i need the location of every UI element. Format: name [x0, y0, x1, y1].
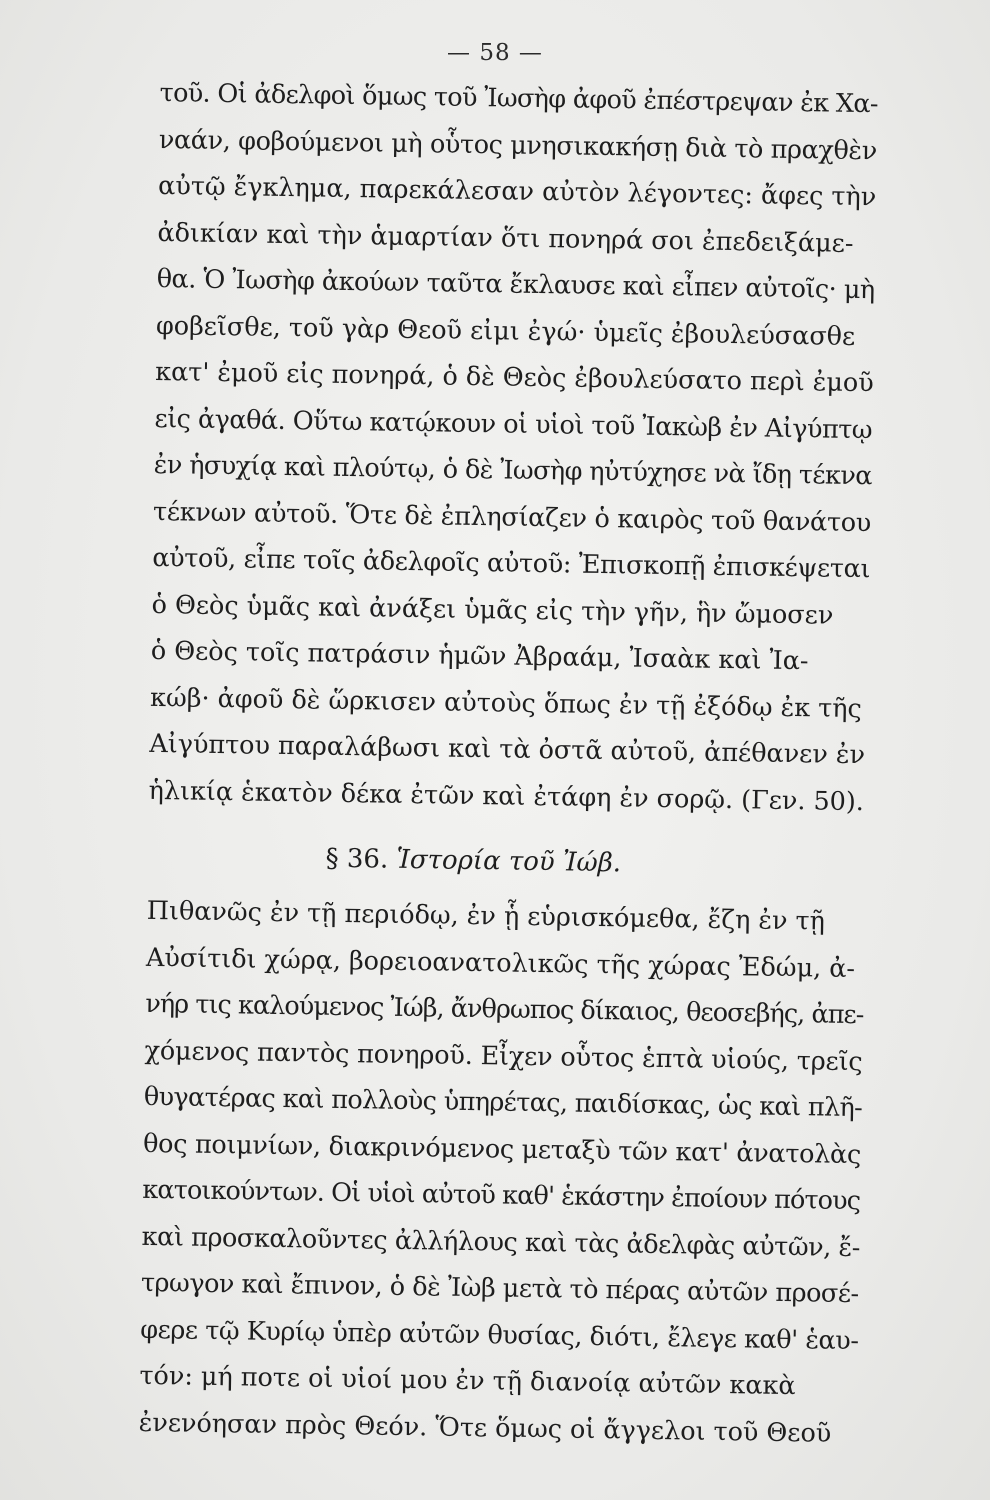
text-line: φοβεῖσθε, τοῦ γὰρ Θεοῦ εἰμι ἐγώ· ὑμεῖς ἐβουλεύσασθε: [155, 310, 856, 352]
text-line: νήρ τις καλούμενος Ἰώβ, ἄνθρωπος δίκαιος, θεοσεβής, ἀπε-: [145, 988, 864, 1031]
text-line: Αἰγύπτου παραλάβωσι καὶ τὰ ὀστᾶ αὐτοῦ, ἀπέθανεν ἐν: [149, 728, 866, 771]
text-line: θος ποιμνίων, διακρινόμενος μεταξὺ τῶν κατ' ἀνατολὰς: [142, 1128, 862, 1170]
text-line: τοῦ. Οἱ ἀδελφοὶ ὅμως τοῦ Ἰωσὴφ ἀφοῦ ἐπέστρεψαν ἐκ Χα-: [159, 77, 879, 120]
text-line: ἐν ἡσυχίᾳ καὶ πλούτῳ, ὁ δὲ Ἰωσὴφ ηὐτύχησε νὰ ἴδῃ τέκνα: [153, 449, 873, 492]
text-line: χόμενος παντὸς πονηροῦ. Εἶχεν οὗτος ἑπτὰ υἱούς, τρεῖς: [144, 1035, 863, 1077]
text-line: Αὐσίτιδι χώρᾳ, βορειοανατολικῶς τῆς χώρας Ἐδώμ, ἀ-: [145, 942, 856, 984]
text-line: τέκνων αὐτοῦ. Ὅτε δὲ ἐπλησίαζεν ὁ καιρὸς τοῦ θανάτου: [152, 496, 872, 538]
page-number-header: — 58 —: [447, 40, 543, 66]
text-line: καὶ προσκαλοῦντες ἀλλήλους καὶ τὰς ἀδελφὰς αὐτῶν, ἔ-: [141, 1221, 861, 1263]
text-line: κατ' ἐμοῦ εἰς πονηρά, ὁ δὲ Θεὸς ἐβουλεύσατο περὶ ἐμοῦ: [155, 356, 874, 399]
text-line: θυγατέρας καὶ πολλοὺς ὑπηρέτας, παιδίσκας, ὡς καὶ πλῆ-: [143, 1081, 863, 1124]
section-number: § 36.: [325, 843, 389, 875]
page-body: [138, 70, 880, 1457]
text-line: κατοικούντων. Οἱ υἱοὶ αὐτοῦ καθ' ἑκάστην ἐποίουν πότους: [142, 1174, 861, 1217]
section-title: Ἱστορία τοῦ Ἰώβ.: [396, 844, 622, 879]
section-heading: [147, 824, 868, 899]
text-line: ἀδικίαν καὶ τὴν ἁμαρτίαν ὅτι πονηρά σοι ἐπεδειξάμε-: [157, 217, 854, 259]
text-line: κώβ· ἀφοῦ δὲ ὥρκισεν αὐτοὺς ὅπως ἐν τῇ ἐξόδῳ ἐκ τῆς: [149, 682, 862, 724]
text-line: ναάν, φοβούμενοι μὴ οὗτος μνησικακήσῃ διὰ τὸ πραχθὲν: [158, 124, 878, 166]
text-line: ἐνενόησαν πρὸς Θεόν. Ὅτε ὅμως οἱ ἄγγελοι τοῦ Θεοῦ: [138, 1407, 832, 1449]
text-line: ὁ Θεὸς τοῖς πατράσιν ἡμῶν Ἀβραάμ, Ἰσαὰκ καὶ Ἰα-: [150, 635, 809, 677]
text-line: τόν: μή ποτε οἱ υἱοί μου ἐν τῇ διανοίᾳ αὐτῶν κακὰ: [139, 1360, 796, 1402]
text-line: τρωγον καὶ ἔπινον, ὁ δὲ Ἰὼβ μετὰ τὸ πέρας αὐτῶν προσέ-: [140, 1267, 859, 1310]
text-line: Πιθανῶς ἐν τῇ περιόδῳ, ἐν ᾗ εὑρισκόμεθα, ἔζη ἐν τῇ: [146, 895, 826, 937]
text-line: αὐτοῦ, εἶπε τοῖς ἀδελφοῖς αὐτοῦ: Ἐπισκοπῇ ἐπισκέψεται: [152, 542, 871, 585]
text-line: ὁ Θεὸς ὑμᾶς καὶ ἀνάξει ὑμᾶς εἰς τὴν γῆν, ἣν ὤμοσεν: [151, 589, 834, 631]
text-line: ἡλικίᾳ ἑκατὸν δέκα ἐτῶν καὶ ἐτάφη ἐν σορῷ. (Γεν. 50).: [148, 775, 865, 817]
text-line: αὐτῷ ἔγκλημα, παρεκάλεσαν αὐτὸν λέγοντες: ἄφες τὴν: [157, 170, 877, 213]
text-line: φερε τῷ Κυρίῳ ὑπὲρ αὐτῶν θυσίας, διότι, ἔλεγε καθ' ἑαυ-: [139, 1314, 859, 1356]
text-line: εἰς ἀγαθά. Οὕτω κατῴκουν οἱ υἱοὶ τοῦ Ἰακὼβ ἐν Αἰγύπτῳ: [154, 403, 873, 445]
text-line: θα. Ὁ Ἰωσὴφ ἀκούων ταῦτα ἔκλαυσε καὶ εἶπεν αὐτοῖς· μὴ: [156, 263, 875, 306]
